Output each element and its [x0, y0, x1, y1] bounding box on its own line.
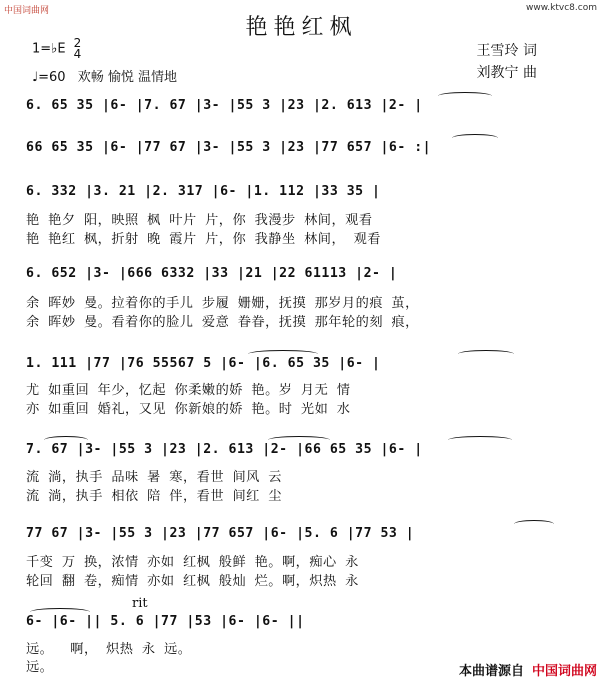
slur-mark [452, 134, 498, 142]
score-row-2-notes: 66 65 35 |6- |77 67 |3- |55 3 |23 |77 657 |6- :| [26, 140, 432, 155]
score-row-4-lyric-1: 余 晖妙 曼。拉着你的手儿 步履 姗姗，抚摸 那岁月的痕 茧， [26, 296, 419, 311]
score-row-1-notes: 6. 65 35 |6- |7. 67 |3- |55 3 |23 |2. 613 |2- | [26, 98, 423, 113]
slur-mark [268, 436, 330, 444]
slur-mark [448, 436, 512, 444]
source-footer [459, 660, 597, 679]
score-row-5-lyric-2: 亦 如重回 婚礼，又见 你新娘的娇 艳。时 光如 水 [26, 402, 351, 417]
lyricist-credit: 王雪玲 词 [476, 43, 537, 59]
score-row-8-lyric-1: 远。 啊， 炽热 永 远。 [26, 642, 192, 657]
score-row-3-lyric-2: 艳 艳红 枫，折射 晚 霞片 片，你 我静坐 林间， 观看 [26, 232, 381, 247]
slur-mark [30, 608, 90, 616]
score-row-6-notes: 7. 67 |3- |55 3 |23 |2. 613 |2- |66 65 35 |6- | [26, 442, 423, 457]
time-denominator: 4 [73, 47, 82, 61]
score-row-6-lyric-1: 流 淌，执手 品味 暑 寒，看世 间风 云 [26, 470, 282, 485]
score-row-6-lyric-2: 流 淌，执手 相依 陪 伴，看世 间红 尘 [26, 489, 282, 504]
song-title: 艳艳红枫 [245, 15, 358, 40]
slur-mark [514, 520, 554, 528]
tempo-bpm: ♩=60 [32, 70, 66, 85]
score-row-3-lyric-1: 艳 艳夕 阳，映照 枫 叶片 片，你 我漫步 林间，观看 [26, 213, 373, 228]
ritardando-marking: rit [132, 596, 148, 611]
tempo-marking [32, 66, 177, 85]
slur-mark [438, 92, 492, 100]
key-prefix: 1= [32, 41, 52, 57]
slur-mark [458, 350, 514, 358]
source-label: 本曲谱源自 [458, 664, 524, 679]
score-row-4-notes: 6. 652 |3- |666 6332 |33 |21 |22 61113 |2- | [26, 266, 398, 281]
score-row-5-lyric-1: 尤 如重回 年少，忆起 你柔嫩的娇 艳。岁 月无 情 [26, 383, 351, 398]
key-signature [32, 38, 81, 60]
time-signature [74, 38, 82, 60]
site-watermark-right: www.ktvc8.com [526, 3, 597, 13]
score-row-8-lyric-2: 远。 [26, 660, 54, 675]
score-row-8-notes: 6- |6- || 5. 6 |77 |53 |6- |6- || [26, 614, 305, 629]
slur-mark [44, 436, 88, 444]
score-row-3-notes: 6. 332 |3. 21 |2. 317 |6- |1. 112 |33 35 | [26, 184, 381, 199]
flat-sign: ♭ [51, 41, 58, 57]
score-row-7-lyric-1: 千变 万 换，浓情 亦如 红枫 般鲜 艳。啊，痴心 永 [26, 555, 359, 570]
site-watermark-left: 中国词曲网 [4, 6, 50, 16]
score-row-4-lyric-2: 余 晖妙 曼。看着你的脸儿 爱意 眷眷，抚摸 那年轮的刻 痕， [26, 315, 419, 330]
source-brand-link[interactable]: 中国词曲网 [531, 664, 597, 679]
tempo-mood: 欢畅 愉悦 温情地 [77, 70, 177, 85]
score-row-5-notes: 1. 111 |77 |76 55567 5 |6- |6. 65 35 |6- | [26, 356, 381, 371]
time-numerator: 2 [73, 36, 82, 50]
composer-credit: 刘教宁 曲 [476, 65, 537, 81]
score-row-7-lyric-2: 轮回 翻 卷，痴情 亦如 红枫 般灿 烂。啊，炽热 永 [26, 574, 359, 589]
key-note: E [57, 41, 66, 57]
score-row-7-notes: 77 67 |3- |55 3 |23 |77 657 |6- |5. 6 |77 53 | [26, 526, 415, 541]
slur-mark [248, 350, 318, 358]
